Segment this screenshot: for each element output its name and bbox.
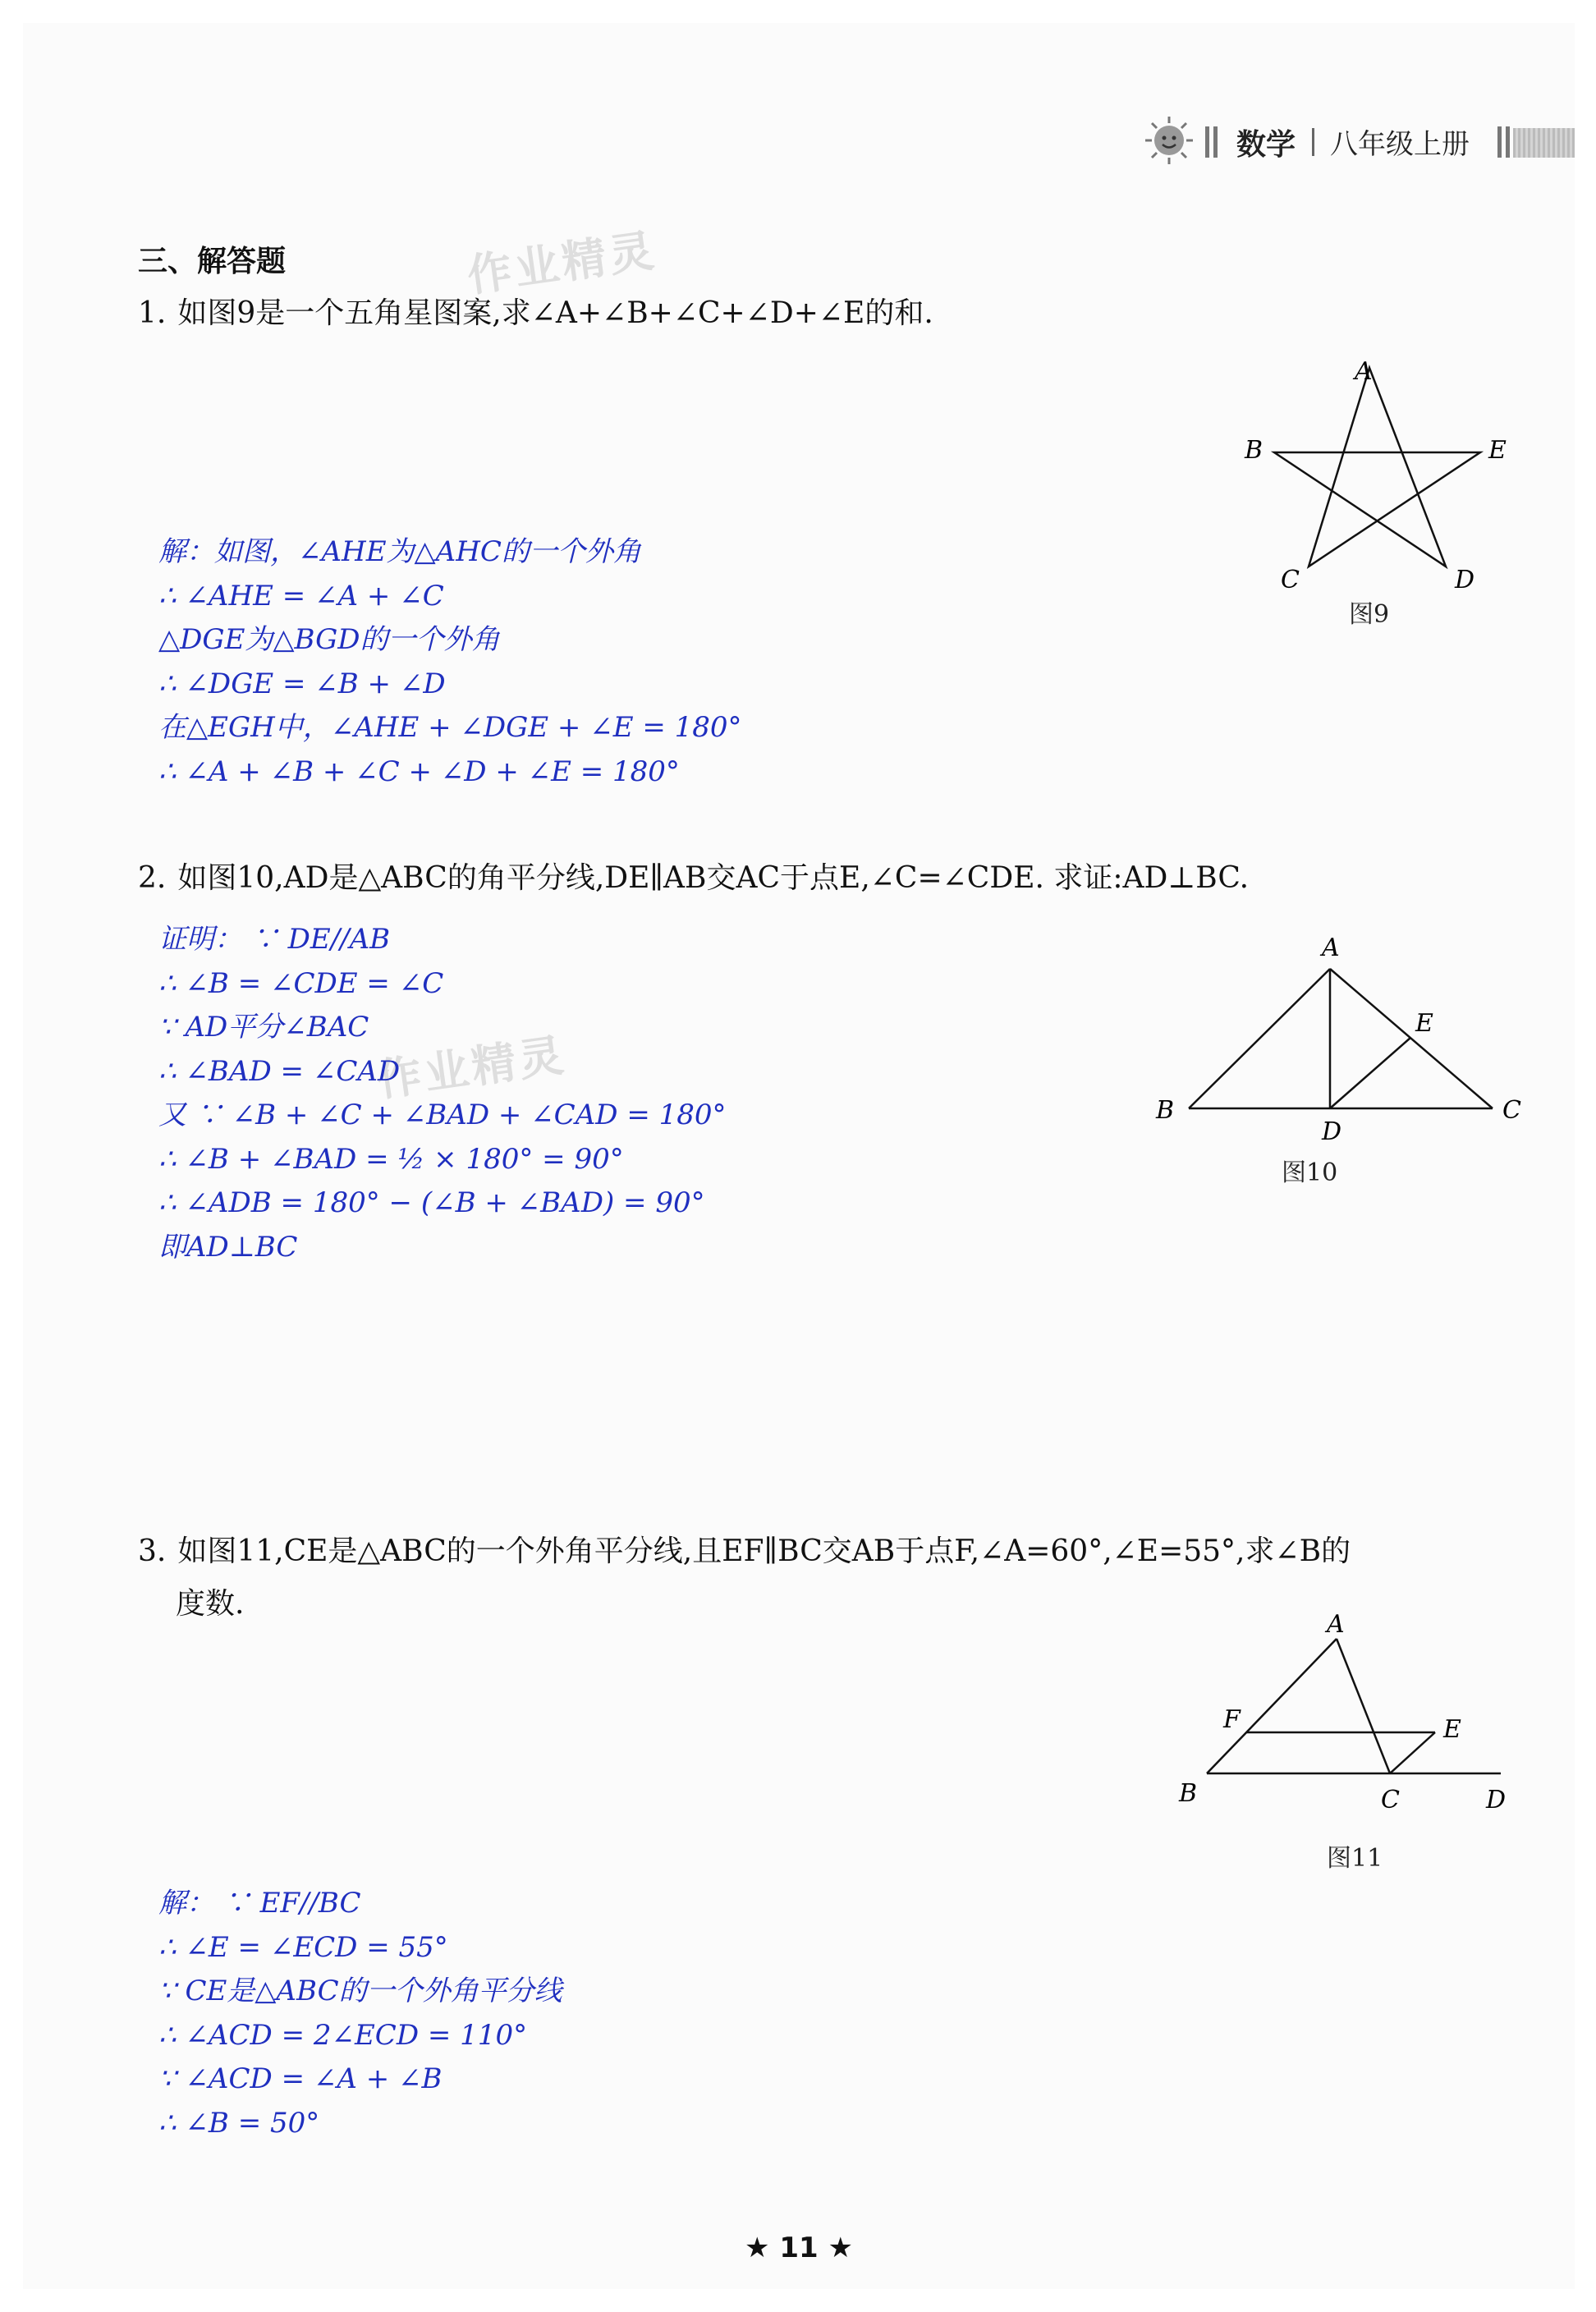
page-header xyxy=(1115,113,1575,171)
figure-caption: 图11 xyxy=(1327,1844,1383,1873)
answer-line: ∴ ∠A + ∠B + ∠C + ∠D + ∠E = 180° xyxy=(158,755,680,788)
question-2 xyxy=(138,852,1249,905)
question-number: 2. xyxy=(138,861,167,895)
label-b: B xyxy=(1156,1096,1175,1125)
label-b: B xyxy=(1245,436,1264,465)
watermark: 作业精灵 xyxy=(374,1029,570,1107)
label-c: C xyxy=(1281,566,1300,594)
answer-2 xyxy=(158,918,727,1269)
answer-1 xyxy=(158,530,742,794)
answer-line: 在△EGH中，∠AHE + ∠DGE + ∠E = 180° xyxy=(158,711,742,744)
question-number: 1. xyxy=(138,296,167,330)
page-number: ★ 11 ★ xyxy=(745,2232,853,2264)
header-divider xyxy=(1497,126,1502,158)
answer-line: ∴ ∠E = ∠ECD = 55° xyxy=(158,1930,448,1964)
answer-line: ∵ CE是△ABC的一个外角平分线 xyxy=(158,1975,562,2007)
label-f: F xyxy=(1223,1705,1241,1734)
header-divider xyxy=(1205,126,1209,158)
question-number: 3. xyxy=(138,1534,167,1568)
label-d: D xyxy=(1486,1786,1507,1814)
question-3 xyxy=(138,1525,1351,1631)
answer-line: ∵ AD平分∠BAC xyxy=(158,1011,369,1044)
header-divider xyxy=(1506,126,1510,158)
answer-line: 证明： ∵ DE//AB xyxy=(158,923,391,956)
answer-line: ∴ ∠B + ∠BAD = ½ × 180° = 90° xyxy=(158,1142,624,1176)
answer-line: 即AD⊥BC xyxy=(158,1230,298,1264)
question-1 xyxy=(138,287,933,340)
answer-line: ∴ ∠ACD = 2∠ECD = 110° xyxy=(158,2018,528,2052)
answer-line: ∵ ∠ACD = ∠A + ∠B xyxy=(158,2062,443,2095)
triangle-diagram xyxy=(1131,918,1525,1156)
label-b: B xyxy=(1179,1779,1198,1808)
answer-line: ∴ ∠AHE = ∠A + ∠C xyxy=(158,579,444,612)
answer-line: ∴ ∠DGE = ∠B + ∠D xyxy=(158,667,446,700)
figure-caption: 图9 xyxy=(1349,600,1390,629)
figure-9-star xyxy=(1238,351,1517,617)
figure-10-triangle xyxy=(1131,918,1525,1159)
label-c: C xyxy=(1502,1096,1521,1125)
answer-line: ∴ ∠ADB = 180° − (∠B + ∠BAD) = 90° xyxy=(158,1186,705,1219)
section-title: 三、解答题 xyxy=(138,245,287,278)
header-subject: 数学 xyxy=(1236,128,1296,162)
label-d: D xyxy=(1455,566,1475,594)
header-decoration xyxy=(1513,128,1575,158)
figure-11-diagram xyxy=(1172,1608,1534,1849)
label-e: E xyxy=(1415,1009,1433,1038)
answer-line: ∴ ∠BAD = ∠CAD xyxy=(158,1054,401,1088)
label-a: A xyxy=(1355,357,1373,386)
figure-caption: 图10 xyxy=(1282,1158,1338,1187)
parallel-lines-diagram xyxy=(1172,1608,1534,1846)
header-divider xyxy=(1213,126,1218,158)
header-separator xyxy=(1312,128,1314,156)
star-diagram xyxy=(1238,351,1517,614)
question-text: 度数. xyxy=(176,1587,245,1621)
label-a: A xyxy=(1327,1610,1345,1639)
answer-line: ∴ ∠B = 50° xyxy=(158,2106,320,2140)
question-text: 如图10,AD是△ABC的角平分线,DE∥AB交AC于点E,∠C=∠CDE. 求证:AD⊥BC. xyxy=(177,861,1250,895)
label-e: E xyxy=(1488,436,1507,465)
question-text: 如图9是一个五角星图案,求∠A+∠B+∠C+∠D+∠E的和. xyxy=(177,296,933,330)
watermark: 作业精灵 xyxy=(464,224,660,302)
answer-line: 解：如图，∠AHE为△AHC的一个外角 xyxy=(158,535,641,568)
answer-line: △DGE为△BGD的一个外角 xyxy=(158,623,500,656)
header-grade: 八年级上册 xyxy=(1330,128,1470,161)
label-e: E xyxy=(1443,1715,1461,1744)
page xyxy=(23,23,1575,2289)
label-d: D xyxy=(1322,1117,1342,1146)
answer-line: ∴ ∠B = ∠CDE = ∠C xyxy=(158,966,444,1000)
answer-line: 又 ∵ ∠B + ∠C + ∠BAD + ∠CAD = 180° xyxy=(158,1099,727,1131)
answer-line: 解： ∵ EF//BC xyxy=(158,1887,361,1920)
sun-mascot-icon xyxy=(1144,115,1195,166)
label-c: C xyxy=(1381,1786,1400,1814)
label-a: A xyxy=(1322,934,1340,962)
answer-3 xyxy=(158,1882,562,2145)
question-text: 如图11,CE是△ABC的一个外角平分线,且EF∥BC交AB于点F,∠A=60°,∠E=55°,求∠B的 xyxy=(177,1534,1351,1568)
